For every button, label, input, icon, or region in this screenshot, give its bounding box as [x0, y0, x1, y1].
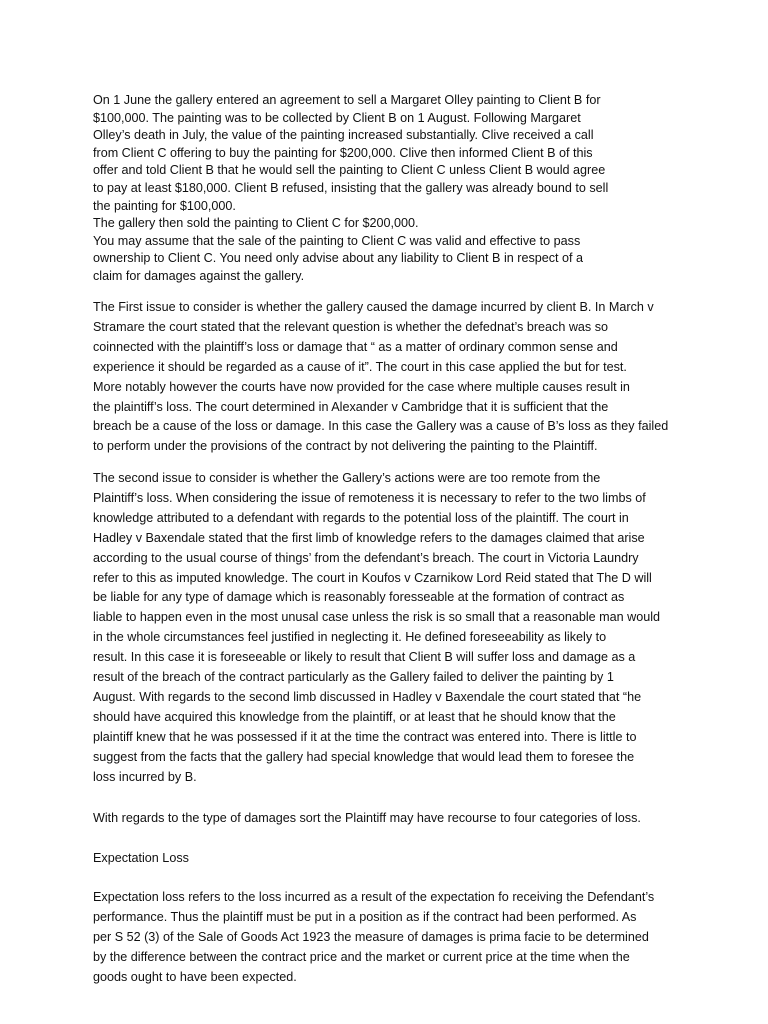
problem-statement: On 1 June the gallery entered an agreement to sell a Margaret Olley painting to Client B for $100,000. The painting was to be collected by Client B on 1 August. Following Margaret Olley’s death in July, the value of the painting increased substantially. Clive received a call from Client C offering to buy the painting for $200,000. Clive then informed Client B of this offer and told Client B that he would sell the painting to Client C unless Client B would agree to pay at least $180,000. Client B refused, insisting that the gallery was already bound to sell the painting for $100,000. The gallery then sold the painting to Client C for $200,000. You may assume that the sale of the painting to Client C was valid and effective to pass ownership to Client C. You need only advise about any liability to Client B in respect of a claim for damages against the gallery. — [93, 93, 609, 283]
causation-paragraph: The First issue to consider is whether the gallery caused the damage incurred by client B. In March v Stramare the court stated that the relevant question is whether the defednat’s breach was so coinnected with the plaintiff’s loss or damage that “ as a matter of ordinary common sense and experience it should be regarded as a cause of it”. The court in this case applied the but for test. More notably however the courts have now provided for the case where multiple causes result in the plaintiff’s loss. The court determined in Alexander v Cambridge that it is sufficient that the breach be a cause of the loss or damage. In this case the Gallery was a cause of B’s loss as they failed to perform under the provisions of the contract by not delivering the painting to the Plaintiff. — [93, 300, 669, 454]
remoteness-paragraph: The second issue to consider is whether the Gallery’s actions were are too remote from the Plaintiff’s loss. When considering the issue of remoteness it is necessary to refer to the two limbs of knowledge attributed to a defendant with regards to the potential loss of the plaintiff. The court in Hadley v Baxendale stated that the first limb of knowledge refers to the damages claimed that arise according to the usual course of things’ from the defendant’s breach. The court in Victoria Laundry refer to this as imputed knowledge. The court in Koufos v Czarnikow Lord Reid stated that The D will be liable for any type of damage which is reasonably foresseable at the formation of contract as liable to happen even in the most unusal case unless the risk is so small that a reasonable man would in the whole circumstances feel justified in neglecting it. He defined foreseeability as likely to result. In this case it is foreseeable or likely to result that Client B will suffer loss and damage as a result of the breach of the contract particularly as the Gallery failed to deliver the painting by 1 August. With regards to the second limb discussed in Hadley v Baxendale the court stated that “he should have acquired this knowledge from the plaintiff, or at least that he should know that the plaintiff knew that he was possessed if it at the time the contract was entered into. There is little to suggest from the facts that the gallery had special knowledge that would lead them to foresee the loss incurred by B. — [93, 471, 661, 784]
expectation-loss-heading: Expectation Loss — [93, 851, 189, 865]
expectation-loss-paragraph: Expectation loss refers to the loss incurred as a result of the expectation fo receiving the Defendant’s performance. Thus the plaintiff must be put in a position as if the contract had been performed. As per S 52 (3) of the Sale of Goods Act 1923 the measure of damages is prima facie to be determined by the difference between the contract price and the market or current price at the time when the goods ought to have been expected. — [93, 890, 655, 984]
damages-types-paragraph: With regards to the type of damages sort the Plaintiff may have recourse to four categories of loss. — [93, 811, 641, 825]
